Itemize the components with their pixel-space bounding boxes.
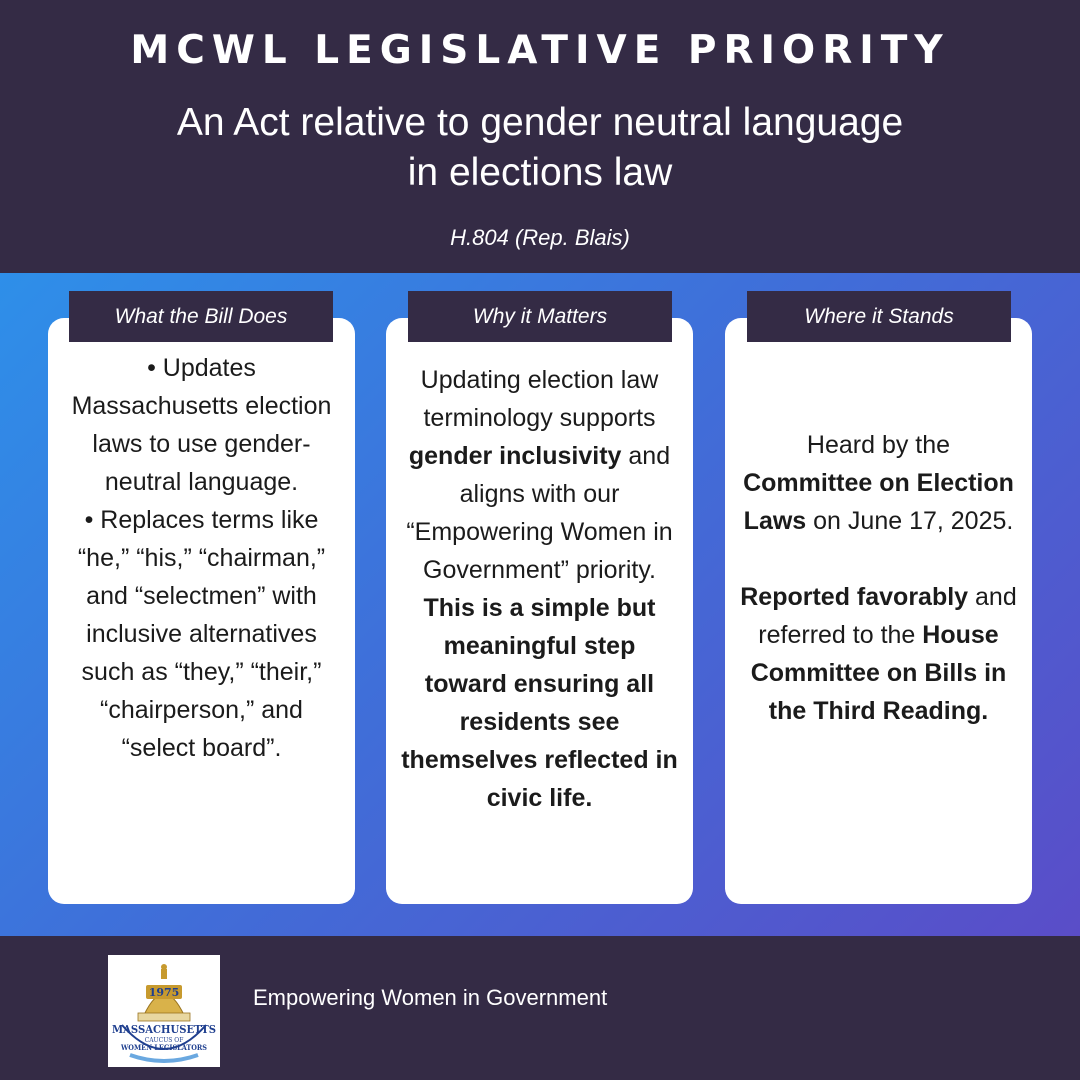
card-2-text-2: and aligns with our “Empowering Women in Government” priority. bbox=[406, 442, 673, 584]
card-2-paragraph bbox=[400, 361, 679, 817]
bill-reference: H.804 (Rep. Blais) bbox=[450, 225, 630, 250]
logo-sub-2: WOMEN LEGISLATORS bbox=[120, 1043, 207, 1052]
tab-what-the-bill-does: What the Bill Does bbox=[69, 291, 333, 342]
caucus-logo bbox=[108, 955, 220, 1067]
caucus-seal-icon bbox=[108, 955, 220, 1067]
card-3-spacer bbox=[739, 540, 1018, 578]
footer-tagline: Empowering Women in Government bbox=[253, 985, 608, 1010]
title-line-2: in elections law bbox=[407, 151, 673, 194]
page-title bbox=[60, 98, 1020, 198]
card-3-bold-2: Reported favorably bbox=[740, 583, 969, 611]
logo-name: MASSACHUSETTS bbox=[112, 1023, 217, 1036]
logo-year: 1975 bbox=[148, 986, 180, 999]
tab-where-it-stands: Where it Stands bbox=[747, 291, 1011, 342]
card-1-item-2: • Replaces terms like “he,” “his,” “chairman,” and “selectmen” with inclusive alternatives such as “they,” “their,” “chairperson,” and “select board”. bbox=[77, 506, 326, 762]
card-what-the-bill-does bbox=[48, 318, 355, 904]
card-3-bold-1: Committee on Election Laws bbox=[743, 469, 1014, 535]
card-1-body bbox=[48, 349, 355, 767]
card-3-paragraph-1 bbox=[739, 426, 1018, 540]
title-line-1: An Act relative to gender neutral language bbox=[176, 101, 904, 144]
card-2-bold-1: gender inclusivity bbox=[408, 442, 622, 470]
card-why-it-matters bbox=[386, 318, 693, 904]
card-2-bold-2: This is a simple but meaningful step toward ensuring all residents see themselves reflected in civic life. bbox=[401, 594, 678, 812]
tab-why-it-matters: Why it Matters bbox=[408, 291, 672, 342]
card-2-text-1: Updating election law terminology supports bbox=[420, 366, 659, 432]
card-3-text-3: and referred to the bbox=[758, 583, 1017, 649]
card-1-item-1: • Updates Massachusetts election laws to use gender-neutral language. bbox=[71, 354, 332, 496]
kicker-heading: MCWL LEGISLATIVE PRIORITY bbox=[130, 28, 950, 73]
card-3-text-1: Heard by the bbox=[806, 431, 951, 459]
card-3-bold-3: House Committee on Bills in the Third Reading. bbox=[750, 621, 1007, 725]
logo-sub-1: CAUCUS OF bbox=[144, 1037, 184, 1044]
card-where-it-stands bbox=[725, 318, 1032, 904]
card-2-body bbox=[386, 361, 693, 817]
card-3-paragraph-2 bbox=[739, 578, 1018, 730]
card-3-text-2: on June 17, 2025. bbox=[813, 507, 1014, 535]
card-3-body bbox=[725, 426, 1032, 730]
header bbox=[0, 0, 1080, 273]
